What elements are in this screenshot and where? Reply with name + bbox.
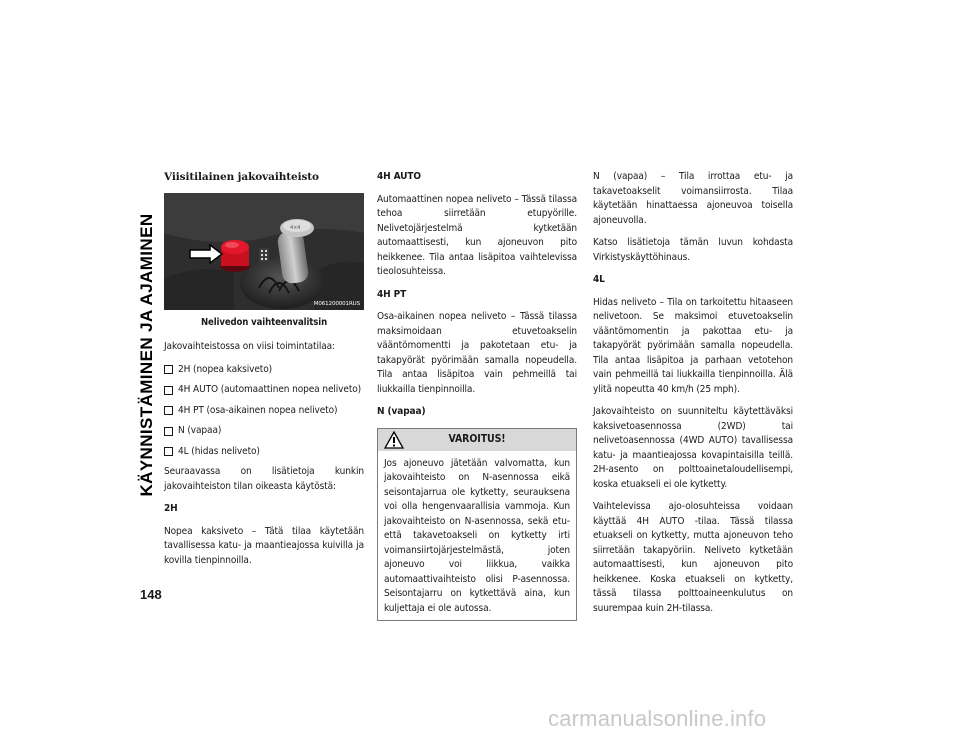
list-item: 4H PT (osa-aikainen nopea neliveto) — [164, 404, 364, 419]
paragraph-2h: Nopea kaksiveto – Tätä tilaa käytetään tavallisessa katu- ja maantieajossa kuivilla ja kovilla tienpinnoilla. — [164, 525, 364, 566]
paragraph-4h-pt: Osa-aikainen nopea neliveto – Tässä tilassa maksimoidaan etuvetoakselin vääntömomentti ja pakotetaan etu- ja takapyörät pyörimään samalla nopeudella. Tila antaa lisäpitoa vain pehmeillä tai liukkailla tienpinnoilla. — [377, 311, 577, 395]
subheading-n: N (vapaa) — [377, 406, 426, 417]
paragraph-4h-auto: Automaattinen nopea neliveto – Tässä tilassa tehoa siirretään etupyörille. Nelivetojärjestelmä kytketään automaattisesti, kun ajoneuvon pito heikkenee. Tila antaa lisäpitoa vaihtelevissa tieolosuhteissa. — [377, 193, 577, 277]
column-3 — [593, 170, 793, 624]
chapter-side-tab — [135, 165, 159, 545]
warning-triangle-icon — [384, 431, 404, 449]
shifter-figure — [164, 193, 364, 310]
list-item: 4L (hidas neliveto) — [164, 445, 364, 460]
paragraph-varied-conditions: Vaihtelevissa ajo-olosuhteissa voidaan käyttää 4H AUTO -tilaa. Tässä tilassa etuakseli on kytketty, mutta ajoneuvon teho siirretään takapyöriin. Neliveto kytketään automaattisesti, kun ajoneuvon pito heikkenee. Koska etuakseli on kytketty, tässä tilassa polttoaineenkulutus on suurempaa kuin 2H-tilassa. — [593, 501, 793, 614]
paragraph-info: Jakovaihteisto on suunniteltu käytettäväksi kaksivetoasennossa (2WD) tai nelivetoasennossa (4WD AUTO) tavallisessa katu- ja maantieajossa kovapintaisilla teillä. 2H-asento on polttoainetaloudellisempi, koska etuakseli ei ole kytketty. — [593, 406, 793, 490]
svg-text:4×4: 4×4 — [290, 224, 301, 231]
paragraph-reference: Katso lisätietoja tämän luvun kohdasta Virkistyskäyttöhinaus. — [593, 237, 793, 263]
paragraph-n: N (vapaa) – Tila irrottaa etu- ja takavetoakselit voimansiirrosta. Tilaa käytetään hinattaessa ajoneuvoa toisella ajoneuvolla. — [593, 171, 793, 226]
warning-header — [378, 429, 576, 451]
list-item: N (vapaa) — [164, 424, 364, 439]
subheading-4h-auto: 4H AUTO — [377, 171, 421, 182]
shifter-photo — [164, 193, 364, 310]
square-bullet-icon — [164, 406, 173, 415]
column-2 — [377, 170, 577, 621]
column-1 — [164, 170, 364, 576]
warning-box — [377, 428, 577, 622]
square-bullet-icon — [164, 386, 173, 395]
chapter-title: KÄYNNISTÄMINEN JA AJAMINEN — [137, 213, 156, 497]
modes-intro: Jakovaihteistossa on viisi toimintatilaa: — [164, 341, 336, 352]
figure-caption: Nelivedon vaihteenvalitsin — [200, 316, 328, 328]
figure-code: M061200001RUS — [313, 300, 360, 307]
subheading-4h-pt: 4H PT — [377, 288, 407, 300]
watermark: carmanualsonline.info — [548, 706, 767, 731]
square-bullet-icon — [164, 447, 173, 456]
page-number: 148 — [140, 587, 162, 602]
warning-text: Jos ajoneuvo jätetään valvomatta, kun jakovaihteisto on N-asennossa eikä seisontajarrua ole kytketty, seurauksena voi olla hengenvaarallisia vammoja. Kun jakovaihteisto on N-asennossa, sekä etu- että takavetoakseli on kytketty irti voimansiirtojärjestelmästä, joten ajoneuvo voi liikkua, vaikka automaattivaihteisto olisi P-asennossa. Seisontajarru on kytkettävä aina, kun kuljettaja ei ole autossa. — [384, 457, 570, 614]
subheading-2h: 2H — [164, 503, 178, 514]
paragraph-4l: Hidas neliveto – Tila on tarkoitettu hitaaseen nelivetoon. Se maksimoi etuvetoakselin vääntömomentin ja pakottaa etu- ja takapyörät pyörimään samalla nopeudella. Tila antaa lisäpitoa ja parhaan vetotehon vain pehmeillä tai liukkailla tienpinnoilla. Älä ylitä nopeutta 40 km/h (25 mph). — [593, 296, 793, 395]
warning-body — [378, 451, 576, 621]
square-bullet-icon — [164, 365, 173, 374]
section-heading: Viisitilainen jakovaihteisto — [164, 171, 319, 183]
subheading-4l: 4L — [593, 274, 605, 285]
square-bullet-icon — [164, 427, 173, 436]
after-list-text: Seuraavassa on lisätietoja kunkin jakovaihteiston tilan oikeasta käytöstä: — [164, 466, 364, 492]
warning-title: VAROITUS! — [448, 433, 506, 446]
list-item: 4H AUTO (automaattinen nopea neliveto) — [164, 383, 364, 398]
list-item: 2H (nopea kaksiveto) — [164, 363, 364, 378]
